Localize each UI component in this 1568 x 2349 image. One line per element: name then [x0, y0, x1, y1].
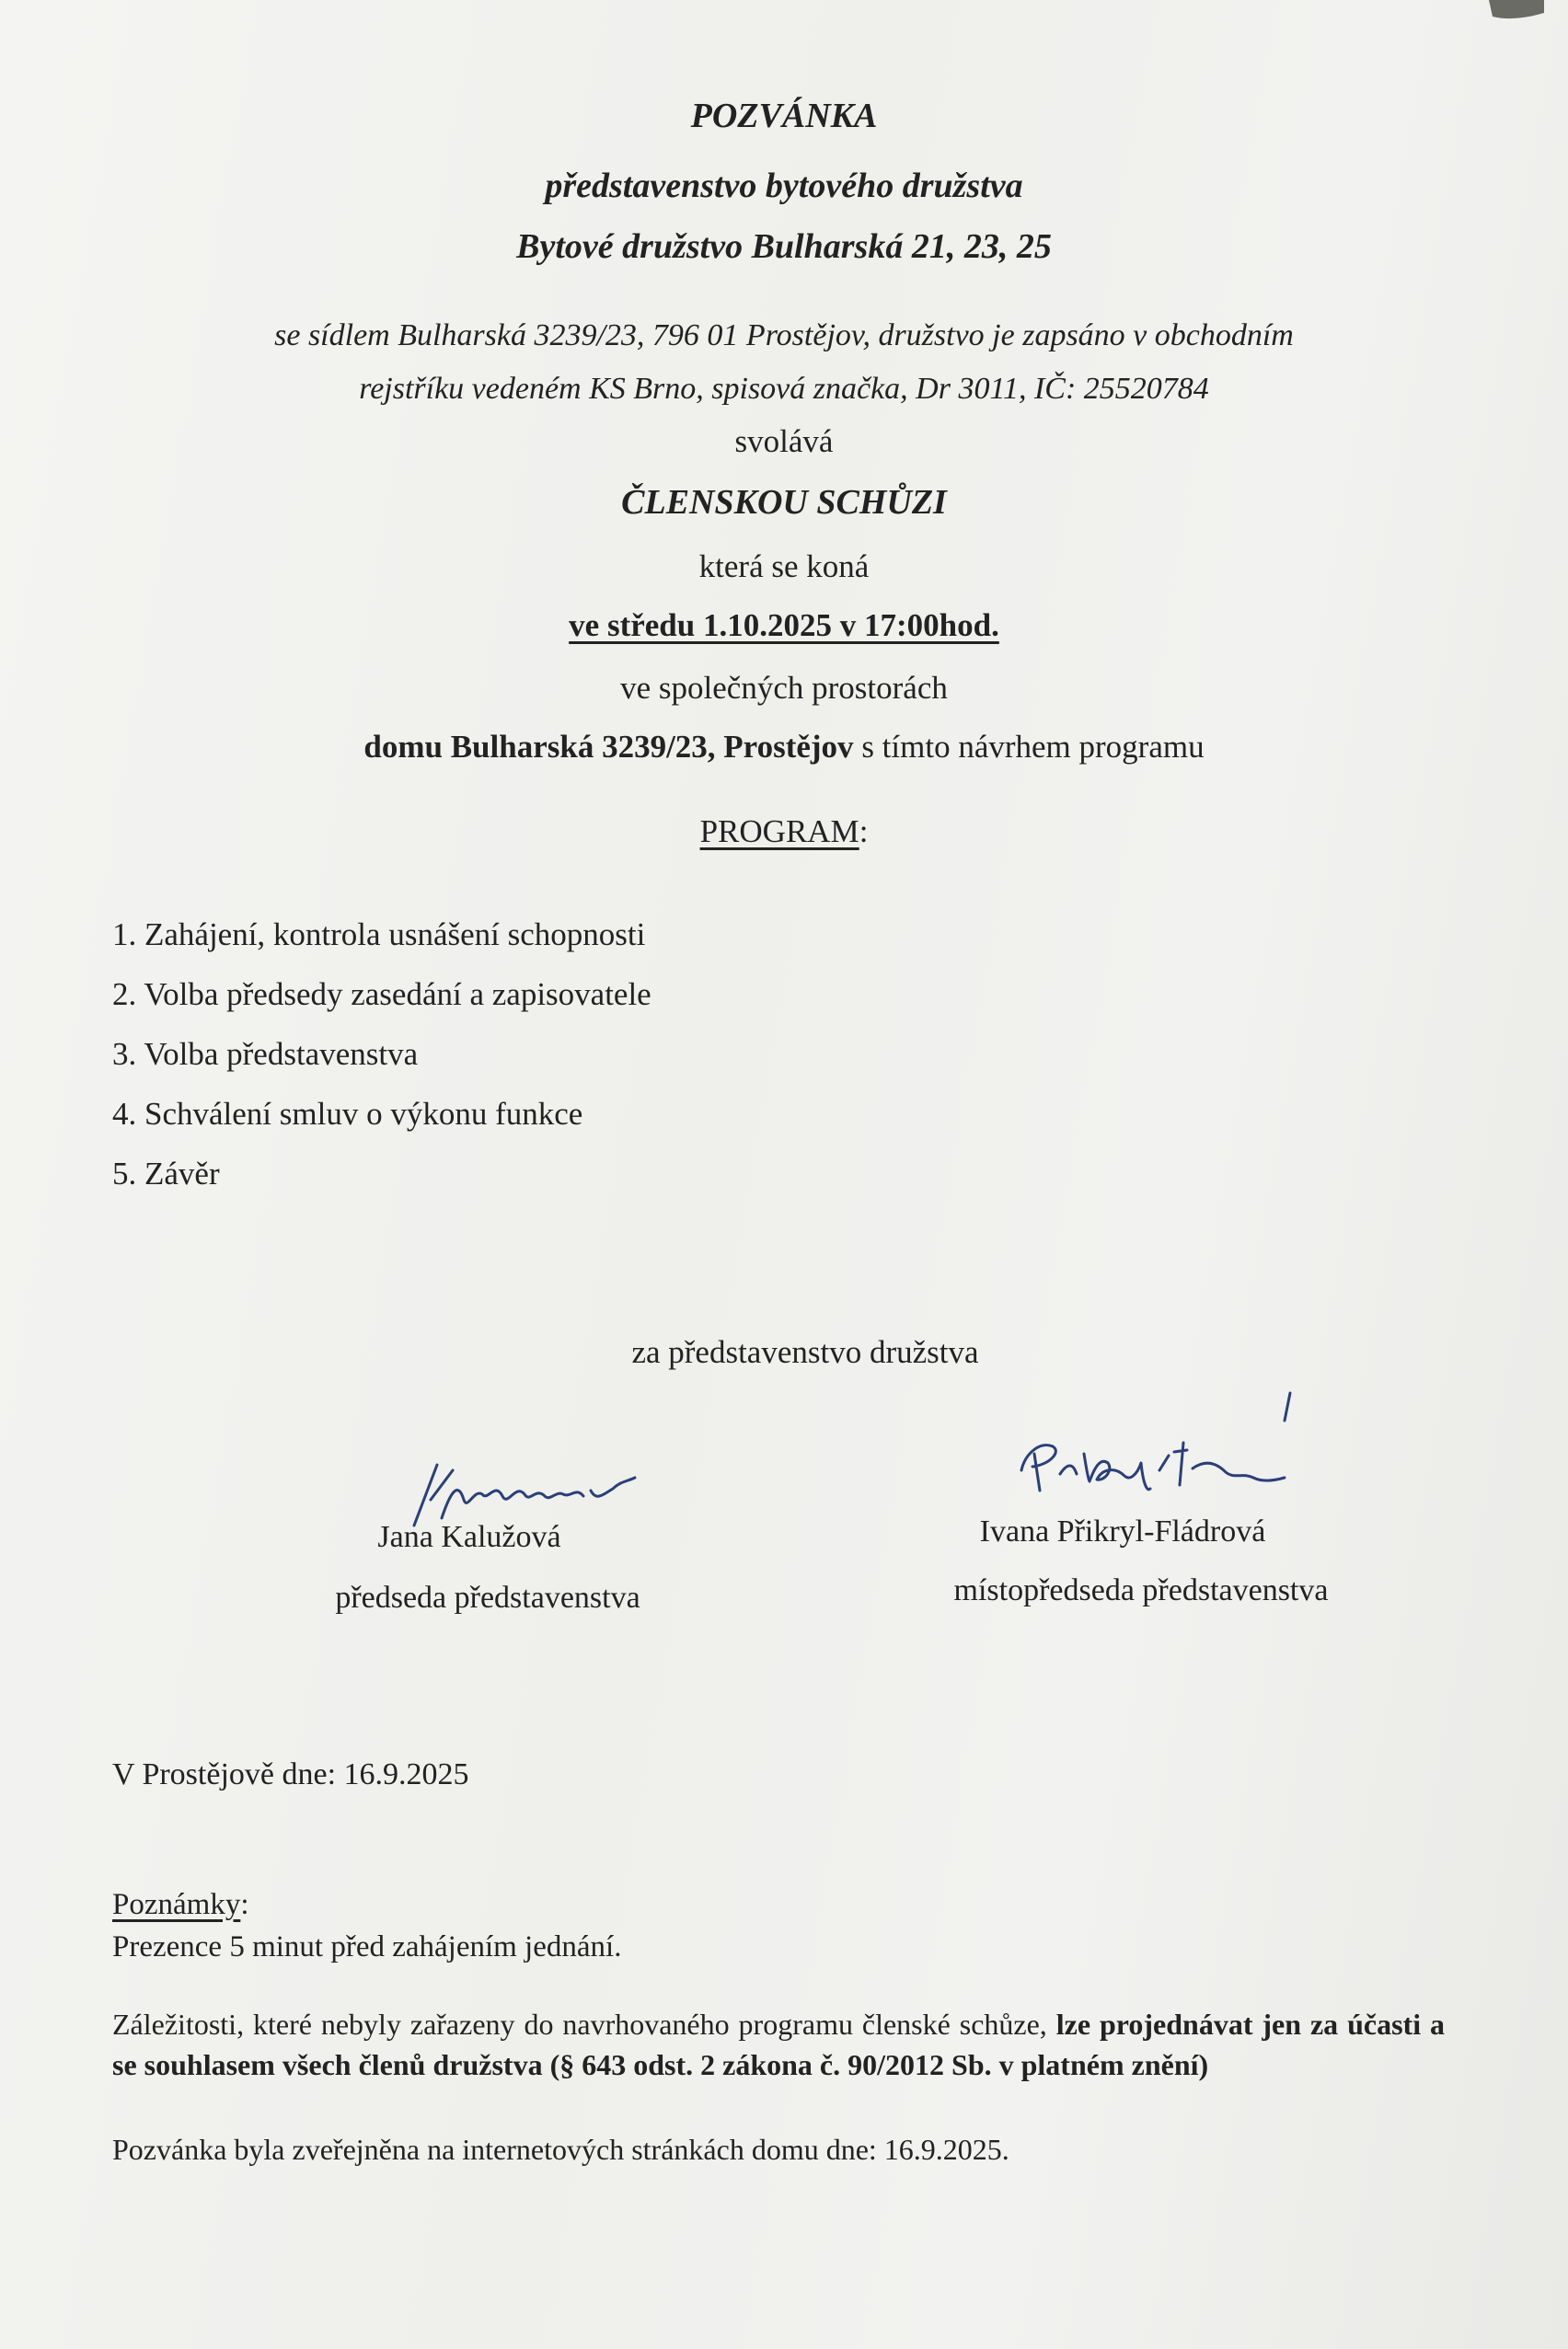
notes-paragraph-bold: lze projednávat jen za účasti a se souhlasem všech členů družstva (§ 643 odst. 2 zákona č. 90/2012 Sb. v platném znění)	[112, 2008, 1446, 2081]
place-date: V Prostějově dne: 16.9.2025	[112, 1757, 469, 1791]
place-line	[0, 729, 1568, 766]
which-text: která se koná	[698, 548, 870, 584]
corner-mark	[1489, 0, 1544, 28]
notes-attendance: Prezence 5 minut před zahájením jednání.	[112, 1930, 622, 1963]
meeting-date-time: ve středu 1.10.2025 v 17:00hod.	[569, 607, 999, 643]
program-item: 5. Závěr	[112, 1156, 220, 1192]
for-board-text: za představenstvo družstva	[631, 1334, 979, 1370]
signatory-left-name: Jana Kalužová	[377, 1520, 561, 1554]
program-item: 1. Zahájení, kontrola usnášení schopnosti	[112, 916, 646, 952]
notes-heading-text: Poznámky	[112, 1888, 241, 1921]
meeting-title: ČLENSKOU SCHŮZI	[621, 483, 947, 522]
address-block	[0, 309, 1568, 416]
convenes-text: svolává	[734, 423, 834, 459]
place-rest: s tímto návrhem programu	[853, 729, 1205, 765]
notes-heading	[112, 1888, 249, 1922]
signature-right	[1012, 1389, 1307, 1509]
notes-paragraph	[112, 2004, 1445, 2085]
signatory-right-role: místopředseda představenstva	[953, 1573, 1329, 1607]
document-title: POZVÁNKA	[690, 97, 878, 135]
place-intro: ve společných prostorách	[620, 670, 948, 706]
program-heading-colon: :	[859, 813, 869, 849]
program-item: 4. Schválení smluv o výkonu funkce	[112, 1096, 583, 1132]
date-time-line	[0, 607, 1568, 644]
signatory-left-role: předseda představenstva	[335, 1581, 640, 1615]
program-item: 2. Volba předsedy zasedání a zapisovatele	[112, 976, 651, 1012]
cooperative-name: Bytové družstvo Bulharská 21, 23, 25	[516, 227, 1052, 266]
notes-paragraph-plain: Záležitosti, které nebyly zařazeny do navrhovaného programu členské schůze,	[112, 2008, 1056, 2041]
notes-heading-colon: :	[240, 1888, 249, 1921]
program-heading-text: PROGRAM	[699, 813, 859, 849]
board-line: představenstvo bytového družstva	[545, 167, 1023, 205]
program-item: 3. Volba představenstva	[112, 1036, 419, 1072]
place-address: domu Bulharská 3239/23, Prostějov	[363, 729, 854, 765]
address-line-1: se sídlem Bulharská 3239/23, 796 01 Prostějov, družstvo je zapsáno v obchodním	[274, 318, 1294, 352]
program-heading	[0, 813, 1568, 850]
signatory-right-name: Ivana Přikryl-Fládrová	[979, 1514, 1266, 1549]
address-line-2: rejstříku vedeném KS Brno, spisová značka, Dr 3011, IČ: 25520784	[359, 372, 1209, 406]
notes-publication: Pozvánka byla zveřejněna na internetových stránkách domu dne: 16.9.2025.	[112, 2133, 1009, 2166]
